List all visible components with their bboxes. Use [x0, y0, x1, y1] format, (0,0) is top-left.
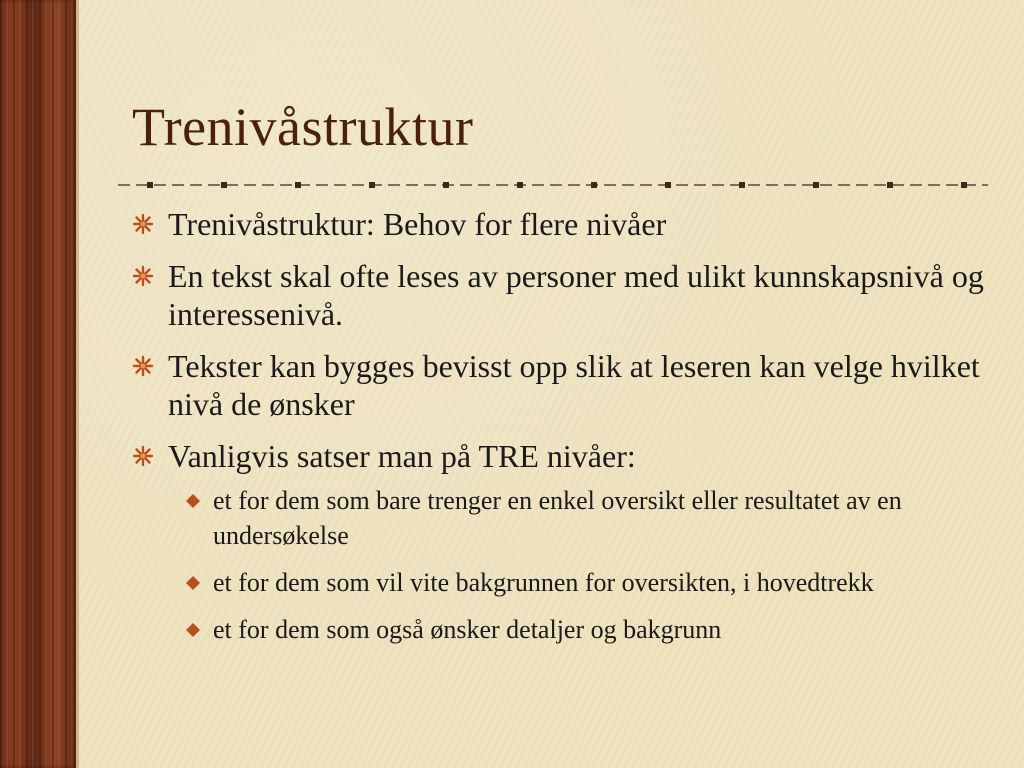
bullet-item — [132, 437, 992, 475]
title-divider — [118, 179, 988, 191]
star-burst-icon — [132, 445, 154, 467]
bullet-text: Trenivåstruktur: Behov for flere nivåer — [168, 206, 667, 242]
star-burst-icon — [132, 355, 154, 377]
bullet-text: Vanligvis satser man på TRE nivåer: — [168, 438, 636, 474]
bullet-text: En tekst skal ofte leses av personer med ulikt kunnskapsnivå og interessenivå. — [168, 258, 984, 332]
wood-border — [0, 0, 76, 768]
sub-bullet-text: et for dem som bare trenger en enkel oversikt eller resultatet av en undersøkelse — [213, 486, 902, 550]
bullet-item — [132, 257, 992, 333]
bullet-item — [132, 205, 992, 243]
diamond-icon — [186, 623, 200, 637]
diamond-icon — [186, 576, 200, 590]
sub-bullet-item — [186, 612, 992, 647]
sub-bullet-item — [186, 565, 992, 600]
bullet-text: Tekster kan bygges bevisst opp slik at leseren kan velge hvilket nivå de ønsker — [168, 348, 980, 422]
star-burst-icon — [132, 213, 154, 235]
sub-bullet-text: et for dem som også ønsker detaljer og bakgrunn — [213, 615, 722, 644]
wood-border-edge — [76, 0, 79, 768]
slide-content — [132, 205, 992, 659]
bullet-item — [132, 347, 992, 423]
slide-title: Trenivåstruktur — [132, 97, 474, 157]
diamond-icon — [186, 494, 200, 508]
sub-bullet-item — [186, 483, 992, 553]
sub-bullet-text: et for dem som vil vite bakgrunnen for oversikten, i hovedtrekk — [213, 568, 874, 597]
star-burst-icon — [132, 265, 154, 287]
